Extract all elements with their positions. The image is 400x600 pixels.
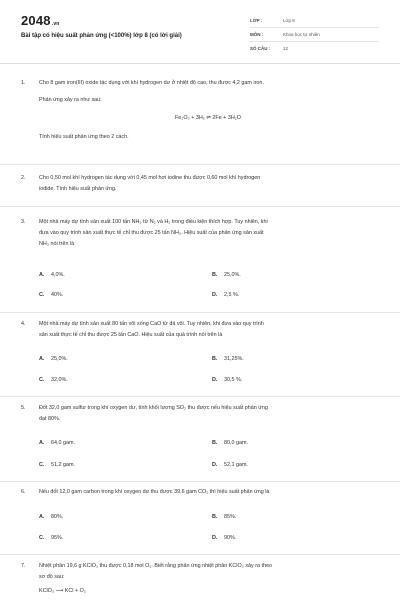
- answer-option-b[interactable]: [212, 438, 248, 449]
- meta-label: LỚP :: [250, 18, 263, 23]
- meta-label: MÔN :: [250, 32, 264, 37]
- question-separator: [0, 312, 400, 313]
- option-text: 32,0%.: [51, 377, 68, 383]
- question-line: sơ đồ sau:: [39, 574, 65, 580]
- option-letter: B.: [212, 514, 218, 520]
- question-text: [39, 319, 377, 341]
- answer-option-d[interactable]: [212, 290, 239, 301]
- question-number: 4.: [21, 321, 26, 327]
- option-text: 25,0%.: [224, 272, 241, 278]
- logo-domain: .vn: [51, 21, 60, 27]
- option-text: 31,25%.: [224, 356, 244, 362]
- option-text: 85%.: [224, 514, 237, 520]
- option-letter: A.: [39, 440, 45, 446]
- question-line: Phản ứng xảy ra như sau:: [39, 97, 102, 103]
- option-text: 95%.: [51, 535, 64, 541]
- question-number: 2.: [21, 175, 26, 181]
- header-divider: [0, 63, 400, 64]
- option-letter: B.: [212, 440, 218, 446]
- question-line: Cho 8 gam iron(III) oxide tác dụng với khí hydrogen dư ở nhiệt độ cao, thu được 4,2 gam iron.: [39, 80, 264, 86]
- answer-option-b[interactable]: [212, 512, 236, 523]
- question-separator: [0, 554, 400, 555]
- question-line: sản xuất thực tế chỉ thu được 25 tấn CaO. Hiệu suất của quá trình nói trên là: [39, 332, 223, 338]
- option-letter: D.: [212, 292, 218, 298]
- question-line: Cho 0,50 mol khí hydrogen tác dụng với 0,45 mol hơi iodine thu được 0,60 mol khí hydrogen: [39, 175, 261, 181]
- option-text: 80,0 gam.: [224, 440, 248, 446]
- option-letter: A.: [39, 272, 45, 278]
- meta-value: Khoa học tự nhiên: [283, 32, 320, 37]
- meta-row-subject: [250, 28, 378, 42]
- option-text: 25,0%.: [51, 356, 68, 362]
- option-letter: C.: [39, 292, 45, 298]
- meta-value: 12: [283, 46, 289, 51]
- question-separator: [0, 396, 400, 397]
- option-letter: A.: [39, 514, 45, 520]
- answer-option-b[interactable]: [212, 354, 244, 365]
- answer-option-c[interactable]: [39, 375, 68, 386]
- question-text: [39, 173, 377, 195]
- question-separator: [0, 206, 400, 207]
- question-number: 3.: [21, 219, 26, 225]
- option-letter: D.: [212, 377, 218, 383]
- answer-option-c[interactable]: [39, 460, 75, 471]
- option-text: 80%.: [51, 514, 64, 520]
- option-text: 4,0%.: [51, 272, 65, 278]
- question-line: Tính hiệu suất phản ứng theo 2 cách.: [39, 134, 129, 140]
- option-letter: C.: [39, 462, 45, 468]
- meta-value: Lớp 8: [283, 18, 295, 23]
- reaction-scheme: KClO₃ ⟶ KCl + O₂: [39, 588, 86, 594]
- question-text: [39, 78, 377, 143]
- answer-option-a[interactable]: [39, 438, 75, 449]
- question-line: Một nhà máy dự tính sản xuất 100 tấn NH₃ từ N₂ và H₂ trong điều kiện thích hợp. Tuy nhiên, khi: [39, 219, 268, 225]
- question-line: NH₃ nói trên là: [39, 241, 75, 247]
- option-letter: C.: [39, 535, 45, 541]
- question-text: [39, 403, 377, 425]
- option-letter: C.: [39, 377, 45, 383]
- option-letter: D.: [212, 535, 218, 541]
- meta-label: SỐ CÂU :: [250, 46, 271, 51]
- document-header: [0, 0, 400, 62]
- answer-option-c[interactable]: [39, 533, 63, 544]
- answer-option-b[interactable]: [212, 270, 241, 281]
- document-meta-table: [250, 14, 378, 55]
- answer-option-d[interactable]: [212, 375, 242, 386]
- question-line: đưa vào quy trình sản xuất thực tế chỉ thu được 25 tấn NH₃. Hiệu suất của phản ứng sản xuất: [39, 230, 264, 236]
- answer-option-a[interactable]: [39, 354, 68, 365]
- question-line: Một nhà máy dự tính sản xuất 80 tấn vôi sống CaO từ đá vôi. Tuy nhiên, khi đưa vào quy trình: [39, 321, 264, 327]
- option-text: 30,5 %.: [224, 377, 243, 383]
- option-text: 2,5 %.: [224, 292, 240, 298]
- question-number: 6.: [21, 489, 26, 495]
- option-text: 90%.: [224, 535, 237, 541]
- answer-option-d[interactable]: [212, 533, 236, 544]
- question-line: Đốt 32,0 gam sulfur trong khí oxygen dư, tính khối lượng SO₂ thu được nếu hiệu suất phản ứng: [39, 405, 268, 411]
- answer-option-c[interactable]: [39, 290, 63, 301]
- answer-option-d[interactable]: [212, 460, 248, 471]
- reaction-equation: Fe₂O₃ + 3H₂ ⇌ 2Fe + 3H₂O: [174, 115, 242, 121]
- question-line: Nếu đốt 12,0 gam carbon trong khí oxygen dư thu được 39,6 gam CO₂ thì hiệu suất phản ứng là: [39, 489, 270, 495]
- question-number: 1.: [21, 80, 26, 86]
- question-text: [39, 217, 377, 250]
- option-letter: B.: [212, 272, 218, 278]
- logo-text: 2048: [21, 13, 51, 28]
- answer-option-a[interactable]: [39, 512, 63, 523]
- answer-option-a[interactable]: [39, 270, 65, 281]
- question-text: [39, 561, 377, 597]
- meta-row-class: [250, 14, 378, 28]
- question-line: iodide. Tính hiệu suất phản ứng.: [39, 186, 117, 192]
- option-text: 51,2 gam.: [51, 462, 75, 468]
- option-text: 52,1 gam.: [224, 462, 248, 468]
- question-number: 7.: [21, 563, 26, 569]
- option-letter: B.: [212, 356, 218, 362]
- question-separator: [0, 481, 400, 482]
- question-separator: [0, 164, 400, 165]
- meta-row-count: [250, 42, 378, 55]
- option-letter: A.: [39, 356, 45, 362]
- question-line: đạt 80%.: [39, 416, 61, 422]
- option-text: 40%.: [51, 292, 64, 298]
- option-letter: D.: [212, 462, 218, 468]
- option-text: 64,0 gam.: [51, 440, 75, 446]
- question-number: 5.: [21, 405, 26, 411]
- document-title: Bài tập có hiệu suất phản ứng (<100%) lớp 8 (có lời giải): [21, 33, 182, 39]
- question-line: Nhiệt phân 19,6 g KClO₃ thu được 0,18 mol O₂. Biết rằng phản ứng nhiệt phân KClO₃ xảy ra theo: [39, 563, 272, 569]
- site-logo[interactable]: [21, 13, 60, 28]
- question-text: [39, 487, 377, 498]
